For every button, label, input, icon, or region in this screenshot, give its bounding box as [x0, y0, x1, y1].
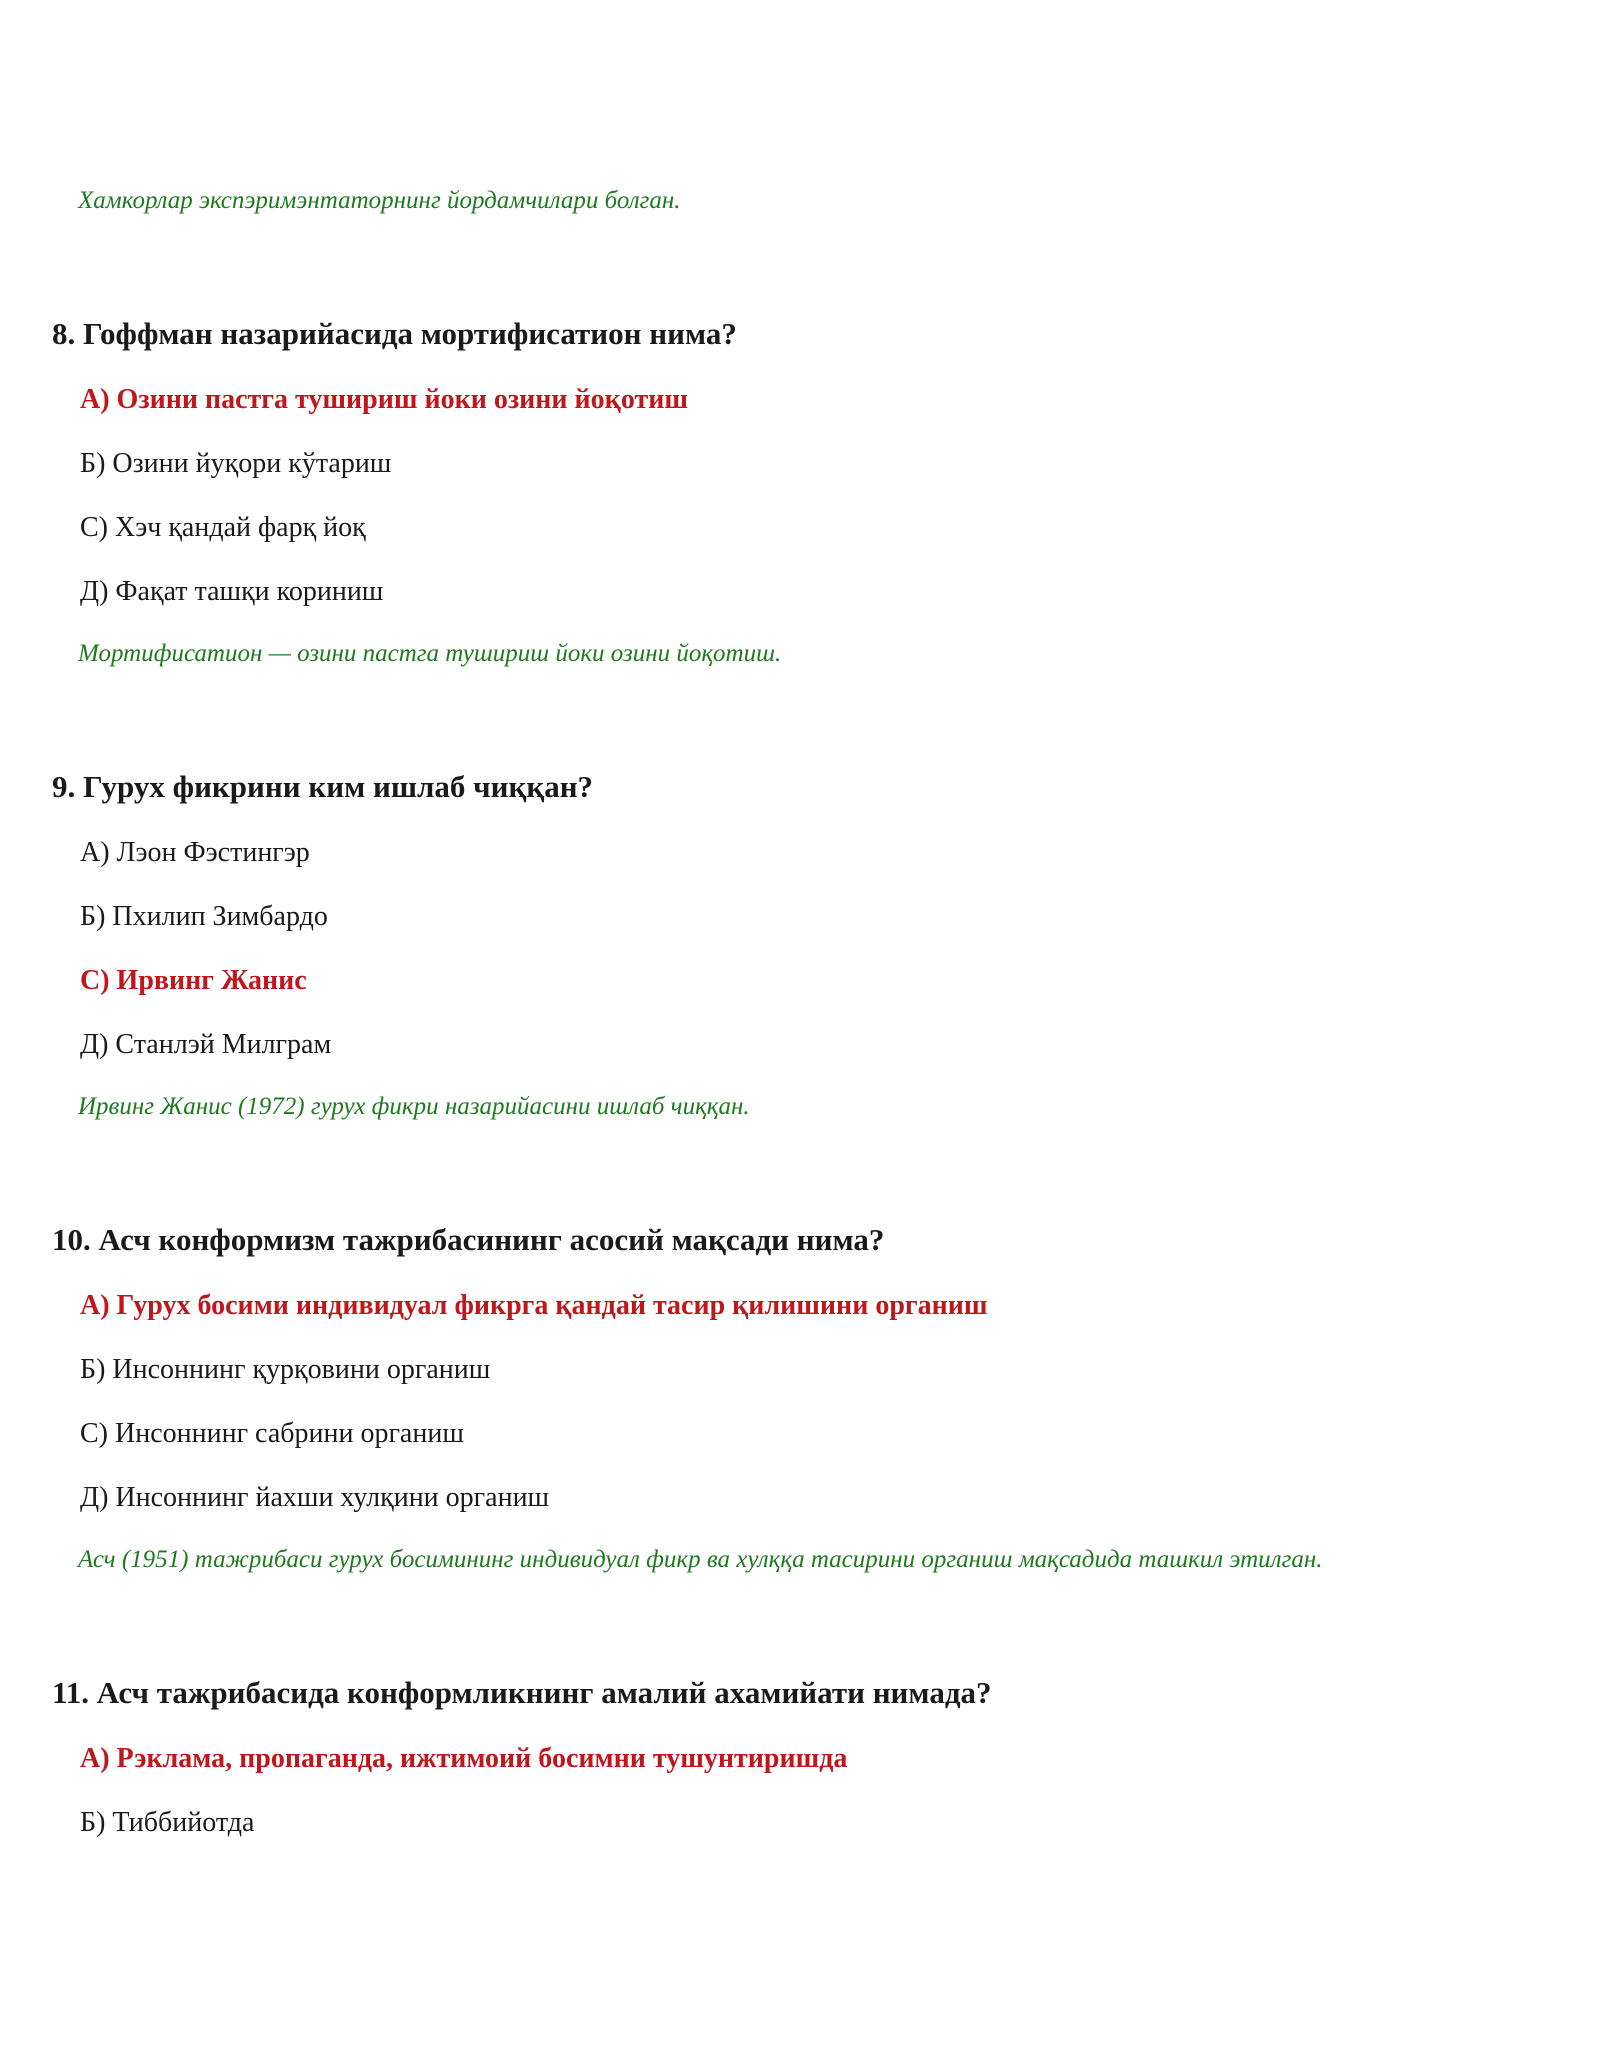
question-10-option-c: С) Инсоннинг сабрини органиш	[80, 1418, 464, 1449]
question-8-option-a: А) Озини пастга тушириш йоки озини йоқотиш	[80, 384, 688, 415]
question-10-option-a: А) Гурух босими индивидуал фикрга қандай тасир қилишини органиш	[80, 1290, 988, 1321]
question-11-option-b: Б) Тиббийотда	[80, 1807, 255, 1838]
question-10-option-d: Д) Инсоннинг йахши хулқини органиш	[80, 1482, 550, 1513]
question-8-title: 8. Гоффман назарийасида мортифисатион нима?	[52, 316, 737, 351]
question-10-explanation: Асч (1951) тажрибаси гурух босимининг индивидуал фикр ва хулққа тасирини органиш мақсадида ташкил этилган.	[78, 1546, 1323, 1573]
question-11-option-a: А) Рэклама, пропаганда, ижтимоий босимни тушунтиришда	[80, 1743, 848, 1774]
question-8-option-c: С) Хэч қандай фарқ йоқ	[80, 512, 366, 543]
question-9-explanation: Ирвинг Жанис (1972) гурух фикри назарийасини ишлаб чиққан.	[78, 1093, 750, 1120]
intro-explanation: Хамкорлар экспэримэнтаторнинг йордамчилари болган.	[78, 187, 681, 214]
question-9-option-d: Д) Станлэй Милграм	[80, 1029, 332, 1060]
question-9-option-b: Б) Пхилип Зимбардо	[80, 901, 328, 932]
question-8-option-b: Б) Озини йуқори кўтариш	[80, 448, 392, 479]
question-9-option-a: А) Лэон Фэстингэр	[80, 837, 310, 868]
question-8-option-d: Д) Фақат ташқи кориниш	[80, 576, 384, 607]
question-9-title: 9. Гурух фикрини ким ишлаб чиққан?	[52, 769, 594, 804]
question-10-option-b: Б) Инсоннинг қурқовини органиш	[80, 1354, 491, 1385]
question-9-option-c: С) Ирвинг Жанис	[80, 965, 307, 996]
question-8-explanation: Мортифисатион — озини пастга тушириш йоки озини йоқотиш.	[78, 640, 782, 667]
question-10-title: 10. Асч конформизм тажрибасининг асосий мақсади нима?	[52, 1222, 885, 1257]
question-11-title: 11. Асч тажрибасида конформликнинг амалий ахамийати нимада?	[52, 1675, 992, 1710]
